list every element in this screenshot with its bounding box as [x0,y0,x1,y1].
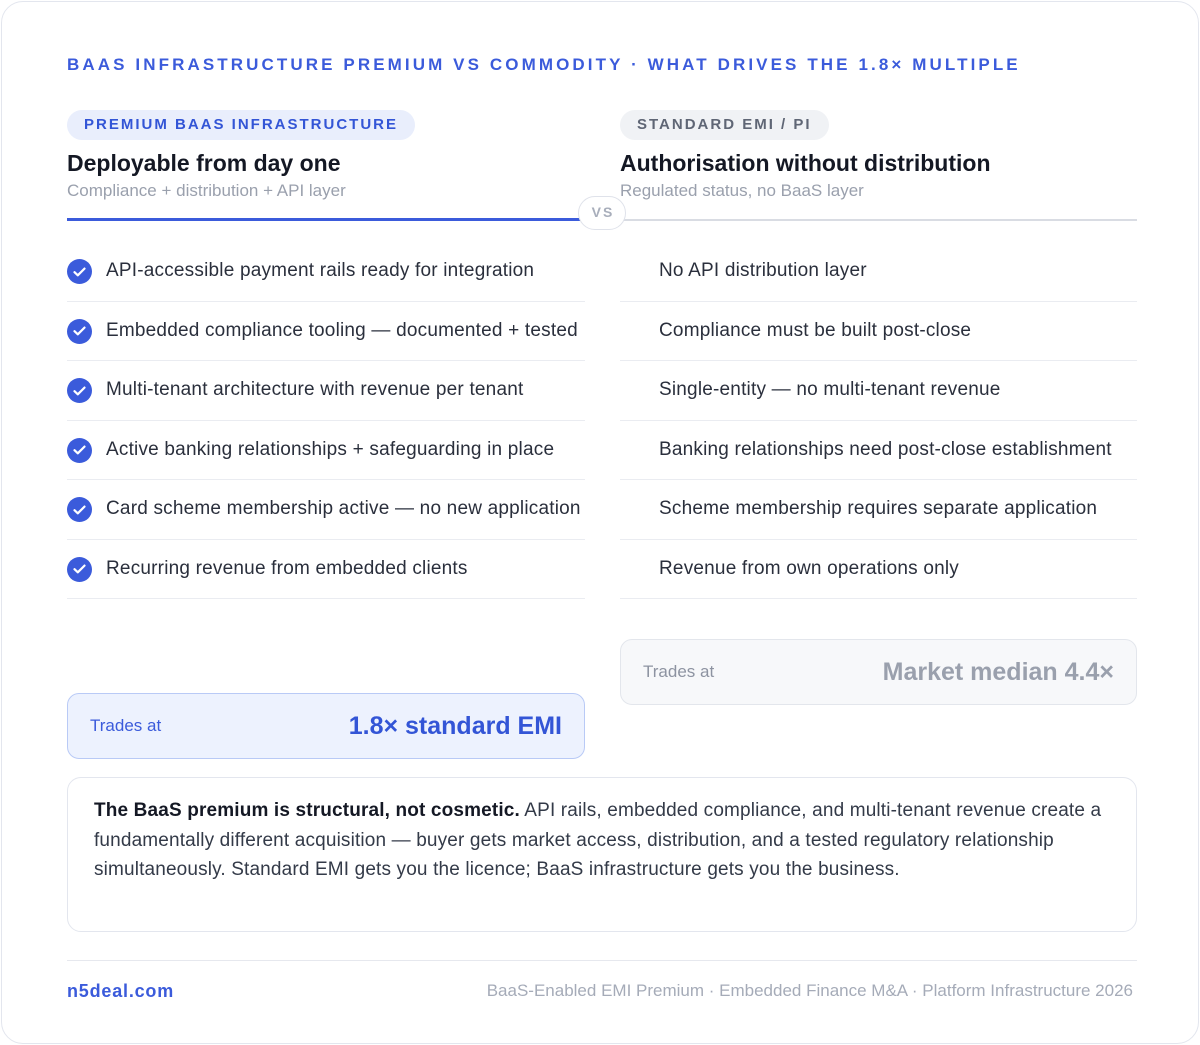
check-circle-icon [67,557,92,582]
list-item-text: Active banking relationships + safeguarding in place [106,438,555,460]
list-item-text: Recurring revenue from embedded clients [106,557,468,579]
list-item [67,540,585,600]
premium-tag: PREMIUM BAAS INFRASTRUCTURE [67,110,415,140]
premium-title: Deployable from day one [67,150,341,176]
standard-tag: STANDARD EMI / PI [620,110,829,140]
premium-trade-box [67,693,585,759]
premium-feature-list [67,242,585,599]
standard-trade-box [620,639,1137,705]
list-item [67,361,585,421]
list-item [620,242,1137,302]
check-circle-icon [67,319,92,344]
list-item-text: Card scheme membership active — no new application [106,498,581,519]
list-item-text: Multi-tenant architecture with revenue per tenant [106,379,524,400]
standard-trade-label: Trades at [643,662,715,681]
list-item-text: Single-entity — no multi-tenant revenue [659,379,1001,400]
check-circle-icon [67,497,92,522]
list-item [620,302,1137,362]
standard-column-header [620,110,1137,201]
vs-badge: VS [578,196,626,230]
standard-divider [620,219,1137,221]
list-item [620,540,1137,600]
check-circle-icon [67,259,92,284]
footer-site-link[interactable]: n5deal.com [67,981,175,1001]
list-item [620,480,1137,540]
premium-column-header [67,110,585,201]
footer-divider [67,960,1137,961]
summary-body: API rails, embedded compliance, and multi-tenant revenue create a fundamentally different acquisition — buyer gets market access, distribution, and a tested regulatory relationship simultaneously. Standard EMI gets you the licence; BaaS infrastructure gets you the business. [94,800,1102,880]
check-circle-icon [67,378,92,403]
list-item [620,421,1137,481]
list-item-text: Banking relationships need post-close establishment [659,438,1112,460]
list-item [67,242,585,302]
list-item-text: Revenue from own operations only [659,557,960,579]
check-circle-icon [67,438,92,463]
eyebrow-title: BAAS INFRASTRUCTURE PREMIUM VS COMMODITY · WHAT DRIVES THE 1.8× MULTIPLE [67,55,1021,74]
list-item [620,361,1137,421]
premium-trade-value: 1.8× standard EMI [348,711,562,740]
list-item-text: Scheme membership requires separate application [659,498,1098,519]
summary-lead: The BaaS premium is structural, not cosmetic. [94,800,520,821]
list-item [67,480,585,540]
premium-subtitle: Compliance + distribution + API layer [67,181,346,200]
standard-feature-list [620,242,1137,599]
list-item [67,302,585,362]
standard-trade-value: Market median 4.4× [882,657,1114,686]
list-item-text: API-accessible payment rails ready for integration [106,260,535,281]
comparison-card [1,1,1199,1044]
list-item-text: Compliance must be built post-close [659,319,972,341]
premium-divider [67,218,585,221]
list-item-text: No API distribution layer [659,260,867,281]
standard-subtitle: Regulated status, no BaaS layer [620,181,864,200]
footer-caption: BaaS-Enabled EMI Premium · Embedded Finance M&A · Platform Infrastructure 2026 [486,981,1133,1000]
standard-title: Authorisation without distribution [620,150,991,176]
premium-trade-label: Trades at [90,716,162,735]
list-item-text: Embedded compliance tooling — documented + tested [106,319,578,341]
summary-box [67,777,1137,932]
list-item [67,421,585,481]
